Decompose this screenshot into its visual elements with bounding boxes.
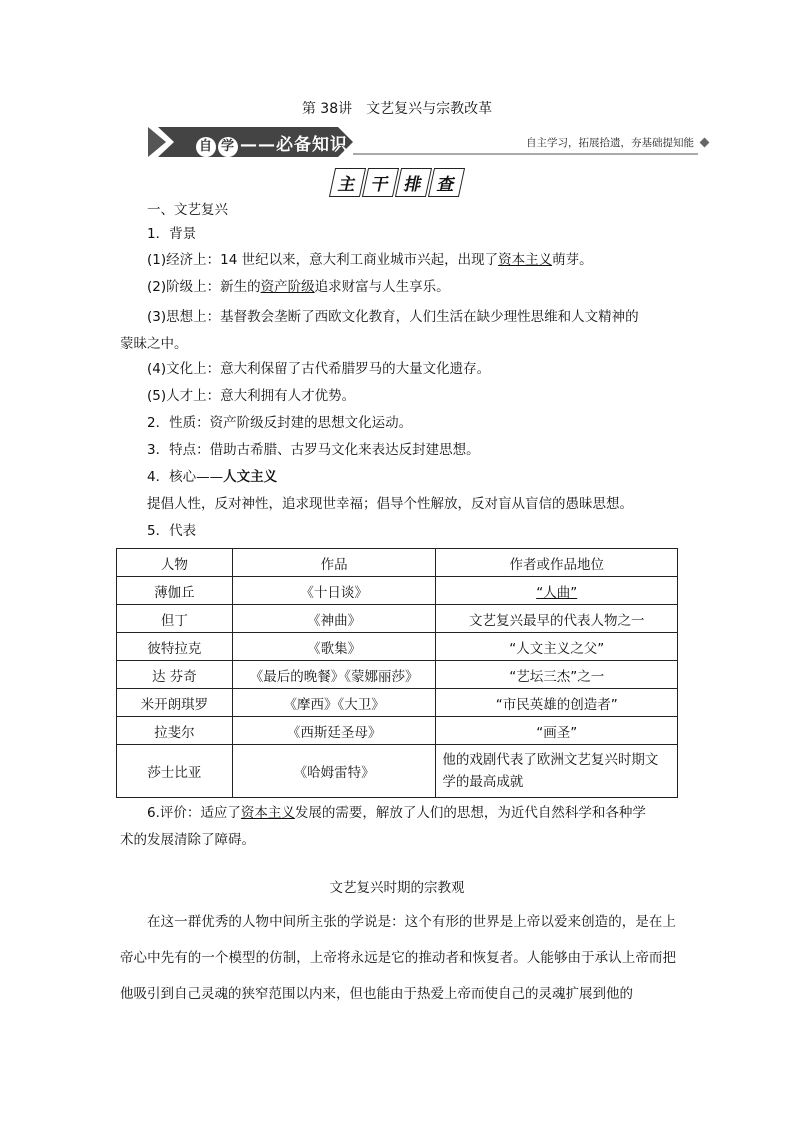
bg-thought: (3)思想上：基督教会垄断了西欧文化教育，人们生活在缺少理性思维和人文精神的蒙昧之中。 (120, 309, 639, 352)
header-work: 作品 (232, 549, 436, 577)
evaluation: 6.评价：适应了资本主义发展的需要，解放了人们的思想，为近代自然科学和各种学术的发展清除了障碍。 (120, 805, 646, 848)
representatives-table (116, 548, 678, 798)
table-row: 彼特拉克 《歌集》 “人文主义之父” (117, 633, 678, 661)
feature-line: 3．特点：借助古希腊、古罗马文化来表达反封建思想。 (147, 442, 480, 458)
heading-renaissance: 一、文艺复兴 (147, 202, 228, 218)
table-row: 米开朗琪罗 《摩西》《大卫》 “市民英雄的创造者” (117, 689, 678, 717)
bg-culture: (4)文化上：意大利保留了古代希腊罗马的大量文化遗存。 (147, 361, 491, 377)
banner-zi-circle: 自 (196, 137, 216, 157)
badge-char: 主 (329, 168, 366, 197)
bg-talent: (5)人才上：意大利拥有人才优势。 (147, 388, 356, 404)
table-row: 达 芬奇 《最后的晚餐》《蒙娜丽莎》 “艺坛三杰”之一 (117, 661, 678, 689)
table-header-row (117, 549, 678, 577)
lecture-title: 第 38讲 文艺复兴与宗教改革 (301, 101, 493, 117)
representatives-title: 5．代表 (147, 523, 197, 539)
table-row: 但丁 《神曲》 文艺复兴最早的代表人物之一 (117, 605, 678, 633)
underline-term: 资产阶级 (260, 279, 315, 295)
table-row: 莎士比亚 《哈姆雷特》 他的戏剧代表了欧洲文艺复兴时期文学的最高成就 (117, 745, 678, 798)
core-description: 提倡人性，反对神性，追求现世幸福；倡导个性解放，反对盲从盲信的愚昧思想。 (147, 496, 633, 512)
core-line: 4．核心——人文主义 (147, 469, 278, 485)
badge-char: 干 (362, 168, 399, 197)
banner-main-text: ——必备知识 (240, 135, 348, 155)
badge-char: 查 (428, 168, 465, 197)
bg-class: (2)阶级上：新生的资产阶级追求财富与人生享乐。 (147, 279, 450, 295)
table-row: 拉斐尔 《西斯廷圣母》 “画圣” (117, 717, 678, 745)
essay-title: 文艺复兴时期的宗教观 (329, 880, 465, 896)
essay-body: 在这一群优秀的人物中间所主张的学说是：这个有形的世界是上帝以爱来创造的，是在上帝心中先有的一个模型的仿制，上帝将永远是它的推动者和恢复者。人能够由于承认上帝而把他吸引到自己灵魂的狭窄范围以内来，但也能由于热爱上帝而使自己的灵魂扩展到他的 (120, 914, 676, 1002)
underline-term: 资本主义 (240, 805, 295, 821)
bg-economy: (1)经济上：14 世纪以来，意大利工商业城市兴起，出现了资本主义萌芽。 (147, 252, 593, 268)
underline-term: 资本主义 (498, 252, 553, 268)
badge-char: 排 (395, 168, 432, 197)
table-row: 薄伽丘 《十日谈》 “人曲” (117, 577, 678, 605)
header-person: 人物 (117, 549, 233, 577)
background-title: 1．背景 (147, 226, 197, 242)
banner-subtitle: 自主学习，拓展拾遗，夯基础提知能 (526, 137, 694, 149)
banner-xue-circle: 学 (218, 137, 238, 157)
banner-title (196, 130, 348, 157)
header-status: 作者或作品地位 (436, 549, 678, 577)
section-badge (0, 168, 794, 197)
section-banner (148, 127, 710, 157)
nature-line: 2．性质：资产阶级反封建的思想文化运动。 (147, 415, 413, 431)
